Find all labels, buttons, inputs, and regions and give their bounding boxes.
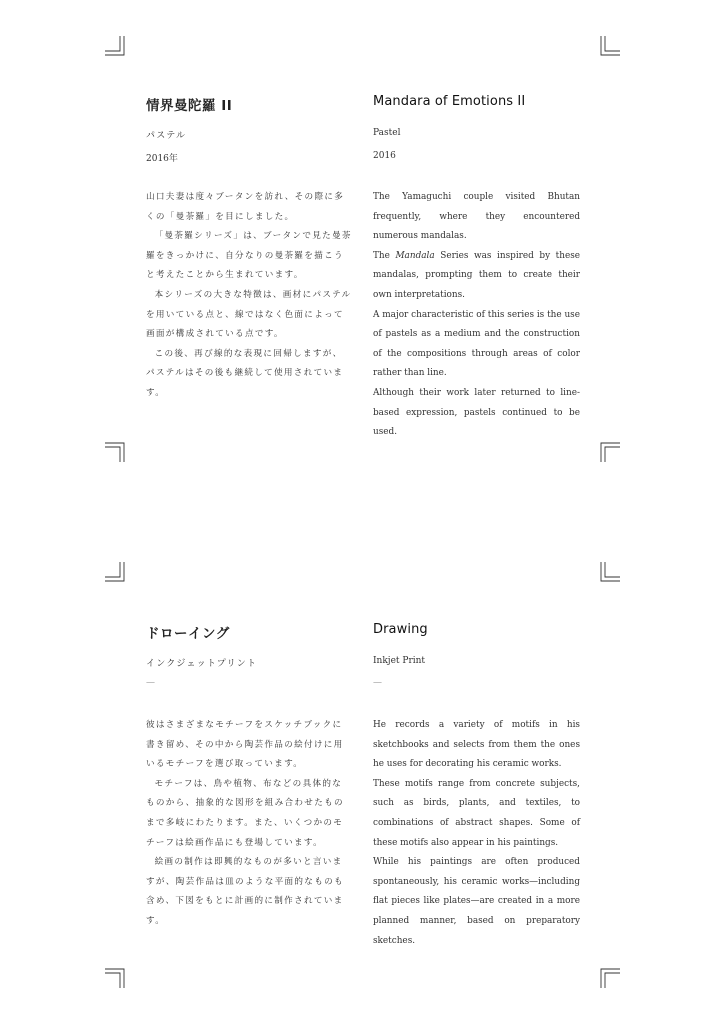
en-description [373, 188, 580, 443]
en-date: 2016 [373, 151, 396, 161]
en-description [373, 716, 580, 951]
series-italic-word: Mandala [395, 250, 435, 261]
crop-mark-middle-left-a [105, 442, 125, 462]
series-prefix: The [373, 250, 396, 261]
jp-paragraph: 山口夫妻は度々ブータンを訪れ、その際に多くの「曼荼羅」を目にしました。 [146, 192, 345, 222]
jp-paragraph: 「曼荼羅シリーズ」は、ブータンで見た曼荼羅をきっかけに、自分なりの曼荼羅を描こうと考えたことから生まれています。 [146, 231, 352, 281]
jp-paragraph: 絵画の制作は即興的なものが多いと言いますが、陶芸作品は皿のような平面的なものも含め、下図をもとに計画的に制作されています。 [146, 857, 344, 926]
jp-medium: インクジェットプリント [146, 659, 258, 669]
en-paragraph: While his paintings are often produced spontaneously, his ceramic works—including flat pieces like plates—are created in a more planned manner, based on preparatory sketches. [373, 857, 580, 946]
en-paragraph: A major characteristic of this series is the use of pastels as a medium and the construction of the compositions through areas of color rather than line. [373, 309, 580, 379]
crop-mark-middle-right-b [600, 562, 620, 582]
en-title: Mandara of Emotions II [373, 94, 526, 109]
en-paragraph: The Yamaguchi couple visited Bhutan frequently, where they encountered numerous mandalas. [373, 192, 580, 242]
en-paragraph: These motifs range from concrete subjects, such as birds, plants, and textiles, to combinations of abstract shapes. Some of these motifs also appear in his paintings. [373, 778, 580, 848]
jp-date: — [146, 678, 155, 688]
en-paragraph: Although their work later returned to line-based expression, pastels continued to be used. [373, 387, 580, 438]
en-medium: Inkjet Print [373, 656, 426, 666]
jp-title: ドローイング [146, 626, 230, 642]
jp-description [146, 716, 352, 932]
series-suffix: Series was inspired by these mandalas, prompting them to create their own interpretations. [373, 250, 581, 300]
en-medium: Pastel [373, 128, 401, 138]
jp-paragraph: 彼はさまざまなモチーフをスケッチブックに書き留め、その中から陶芸作品の絵付けに用いるモチーフを選び取っています。 [146, 720, 344, 770]
crop-mark-bottom-left [105, 968, 125, 988]
crop-mark-top-left [105, 36, 125, 56]
crop-mark-middle-left-b [105, 562, 125, 582]
jp-paragraph: この後、再び線的な表現に回帰しますが、パステルはその後も継続して使用されています。 [146, 348, 344, 398]
en-date: — [373, 678, 382, 688]
jp-paragraph: モチーフは、鳥や植物、布などの具体的なものから、抽象的な図形を組み合わせたものまで多岐にわたります。また、いくつかのモチーフは絵画作品にも登場しています。 [146, 778, 344, 848]
jp-title: 情界曼陀羅 II [146, 98, 233, 114]
jp-description [146, 188, 352, 404]
en-paragraph: He records a variety of motifs in his sketchbooks and selects from them the ones he uses for decorating his ceramic works. [373, 720, 580, 770]
crop-mark-middle-right-a [600, 442, 620, 462]
en-paragraph-series [373, 247, 580, 306]
jp-date: 2016年 [146, 154, 178, 164]
jp-paragraph: 本シリーズの大きな特徴は、画材にパステルを用いている点と、線ではなく色面によって画面が構成されている点です。 [146, 289, 352, 340]
en-title: Drawing [373, 622, 428, 637]
jp-medium: パステル [146, 131, 187, 141]
crop-mark-top-right [600, 36, 620, 56]
crop-mark-bottom-right [600, 968, 620, 988]
